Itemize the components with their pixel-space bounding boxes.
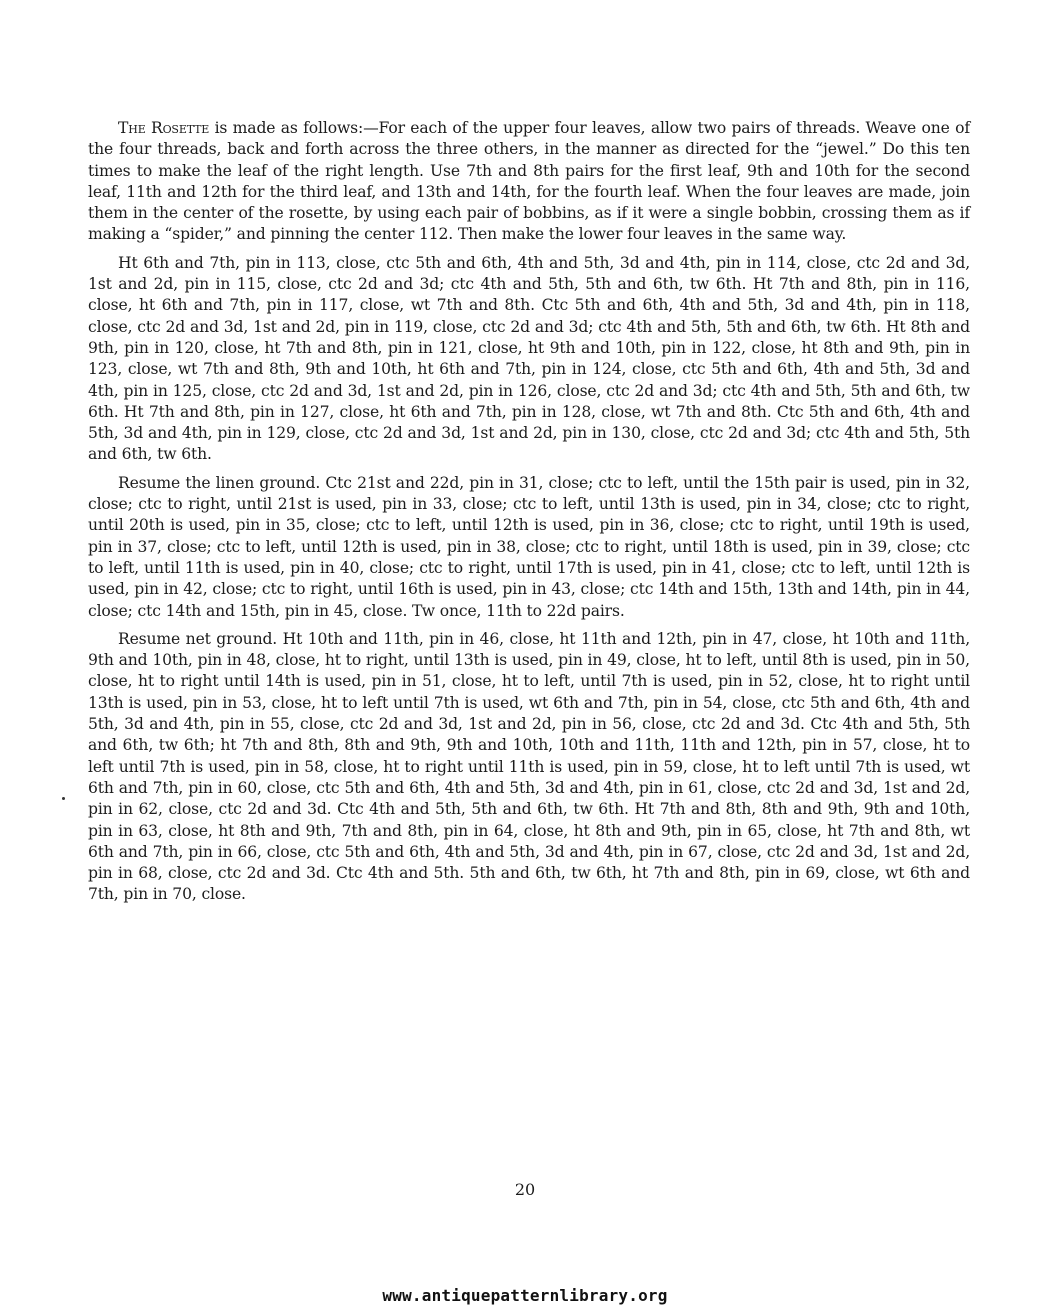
paragraph-rosette-steps: Ht 6th and 7th, pin in 113, close, ctc 5th and 6th, 4th and 5th, 3d and 4th, pin in 114, close, ctc 2d and 3d, 1st and 2d, pin in 115, close, ctc 2d and 3d; ctc 4th and 5th, 5th and 6th, tw 6th. Ht 7th and 8th, pin in 116, close, ht 6th and 7th, pin in 117, close, wt 7th and 8th. Ctc 5th and 6th, 4th and 5th, 3d and 4th, pin in 118, close, ctc 2d and 3d, 1st and 2d, pin in 119, close, ctc 2d and 3d; ctc 4th and 5th, 5th and 6th, tw 6th. Ht 8th and 9th, pin in 120, close, ht 7th and 8th, pin in 121, close, ht 9th and 10th, pin in 122, close, ht 8th and 9th, pin in 123, close, wt 7th and 8th, 9th and 10th, ht 6th and 7th, pin in 124, close, ctc 5th and 6th, 4th and 5th, 3d and 4th, pin in 125, close, ctc 2d and 3d, 1st and 2d, pin in 126, close, ctc 2d and 3d; ctc 4th and 5th, 5th and 6th, tw 6th. Ht 7th and 8th, pin in 127, close, ht 6th and 7th, pin in 128, close, wt 7th and 8th. Ctc 5th and 6th, 4th and 5th, 3d and 4th, pin in 129, close, ctc 2d and 3d, 1st and 2d, pin in 130, close, ctc 2d and 3d; ctc 4th and 5th, 5th and 6th, tw 6th. [88,253,970,464]
page-body [88,118,970,913]
rosette-lead: The Rosette [118,119,210,137]
paragraph-net-ground: Resume net ground. Ht 10th and 11th, pin in 46, close, ht 11th and 12th, pin in 47, close, ht 10th and 11th, 9th and 10th, pin in 48, close, ht to right, until 13th is used, pin in 49, close, ht to left, until 8th is used, pin in 50, close, ht to right until 14th is used, pin in 51, close, ht to left, until 7th is used, pin in 52, close, ht to right until 13th is used, pin in 53, close, ht to left until 7th is used, wt 6th and 7th, pin in 54, close, ctc 5th and 6th, 4th and 5th, 3d and 4th, pin in 55, close, ctc 2d and 3d, 1st and 2d, pin in 56, close, ctc 2d and 3d. Ctc 4th and 5th, 5th and 6th, tw 6th; ht 7th and 8th, 8th and 9th, 9th and 10th, 10th and 11th, 11th and 12th, pin in 57, close, ht to left until 7th is used, pin in 58, close, ht to right until 11th is used, pin in 59, close, ht to left until 7th is used, wt 6th and 7th, pin in 60, close, ctc 5th and 6th, 4th and 5th, 3d and 4th, pin in 61, close, ctc 2d and 3d, 1st and 2d, pin in 62, close, ctc 2d and 3d. Ctc 4th and 5th, 5th and 6th, tw 6th. Ht 7th and 8th, 8th and 9th, 9th and 10th, pin in 63, close, ht 8th and 9th, 7th and 8th, pin in 64, close, ht 8th and 9th, pin in 65, close, ht 7th and 8th, wt 6th and 7th, pin in 66, close, ctc 5th and 6th, 4th and 5th, 3d and 4th, pin in 67, close, ctc 2d and 3d, 1st and 2d, pin in 68, close, ctc 2d and 3d. Ctc 4th and 5th. 5th and 6th, tw 6th, ht 7th and 8th, pin in 69, close, wt 6th and 7th, pin in 70, close. [88,629,970,904]
paragraph-rosette [88,118,970,246]
scan-speck [62,797,65,800]
rosette-text: is made as follows:—For each of the upper four leaves, allow two pairs of threads. Weave one of the four threads, back and forth across the three others, in the manner as directed for the “jewel.” Do this ten times to make the leaf of the right length. Use 7th and 8th pairs for the first leaf, 9th and 10th for the second leaf, 11th and 12th for the third leaf, and 13th and 14th, for the fourth leaf. When the four leaves are made, join them in the center of the rosette, by using each pair of bobbins, as if it were a single bobbin, crossing them as if making a “spider,” and pinning the center 112. Then make the lower four leaves in the same way. [88,119,970,244]
page-number: 20 [514,1180,536,1199]
paragraph-linen-ground: Resume the linen ground. Ctc 21st and 22d, pin in 31, close; ctc to left, until the 15th pair is used, pin in 32, close; ctc to right, until 21st is used, pin in 33, close; ctc to left, until 13th is used, pin in 34, close; ctc to right, until 20th is used, pin in 35, close; ctc to left, until 12th is used, pin in 36, close; ctc to right, until 19th is used, pin in 37, close; ctc to left, until 12th is used, pin in 38, close; ctc to right, until 18th is used, pin in 39, close; ctc to left, until 11th is used, pin in 40, close; ctc to right, until 17th is used, pin in 41, close; ctc to left, until 12th is used, pin in 42, close; ctc to right, until 16th is used, pin in 43, close; ctc 14th and 15th, 13th and 14th, pin in 44, close; ctc 14th and 15th, pin in 45, close. Tw once, 11th to 22d pairs. [88,473,970,620]
footer-url: www.antiquepatternlibrary.org [382,1286,668,1305]
